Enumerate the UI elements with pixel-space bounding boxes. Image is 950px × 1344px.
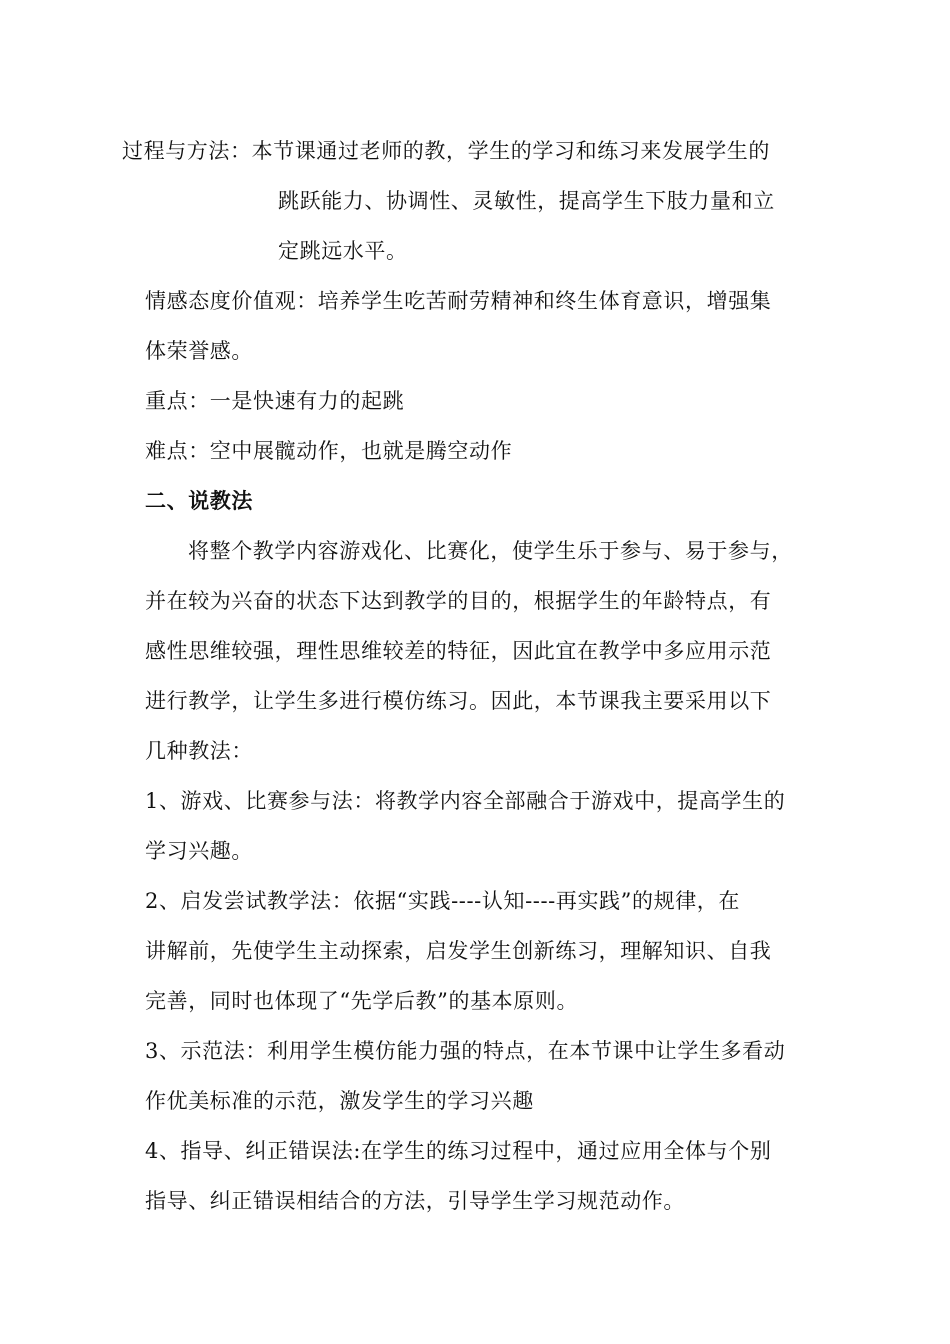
- text-line: 4、指导、纠正错误法:在学生的练习过程中，通过应用全体与个别: [145, 1139, 772, 1163]
- text-line: 指导、纠正错误相结合的方法，引导学生学习规范动作。: [145, 1189, 685, 1213]
- section-heading: 二、说教法: [145, 488, 253, 513]
- text-line: 完善，同时也体现了“先学后教”的基本原则。: [145, 989, 579, 1013]
- text-line: 感性思维较强，理性思维较差的特征，因此宜在教学中多应用示范: [145, 639, 772, 663]
- text-line: 定跳远水平。: [278, 239, 408, 263]
- text-line: 难点：空中展髋动作，也就是腾空动作: [145, 439, 513, 463]
- text-line: 情感态度价值观：培养学生吃苦耐劳精神和终生体育意识，增强集: [145, 289, 772, 313]
- text-line: 几种教法：: [145, 739, 253, 763]
- text-line: 1、游戏、比赛参与法：将教学内容全部融合于游戏中，提高学生的: [145, 789, 786, 813]
- text-line: 讲解前，先使学生主动探索，启发学生创新练习，理解知识、自我: [145, 939, 772, 963]
- text-line: 学习兴趣。: [145, 839, 253, 863]
- text-line: 进行教学，让学生多进行模仿练习。因此，本节课我主要采用以下: [145, 689, 772, 713]
- text-line: 并在较为兴奋的状态下达到教学的目的，根据学生的年龄特点，有: [145, 589, 772, 613]
- text-line: 重点：一是快速有力的起跳: [145, 389, 405, 413]
- text-line: 体荣誉感。: [145, 339, 253, 363]
- text-line: 过程与方法：本节课通过老师的教，学生的学习和练习来发展学生的: [122, 139, 770, 163]
- text-line: 将整个教学内容游戏化、比赛化，使学生乐于参与、易于参与，: [188, 539, 793, 563]
- text-line: 2、启发尝试教学法：依据“实践----认知----再实践”的规律，在: [145, 889, 740, 913]
- text-line: 跳跃能力、协调性、灵敏性，提高学生下肢力量和立: [278, 189, 775, 213]
- text-line: 3、示范法：利用学生模仿能力强的特点，在本节课中让学生多看动: [145, 1039, 786, 1063]
- text-line: 作优美标准的示范，激发学生的学习兴趣: [145, 1089, 534, 1113]
